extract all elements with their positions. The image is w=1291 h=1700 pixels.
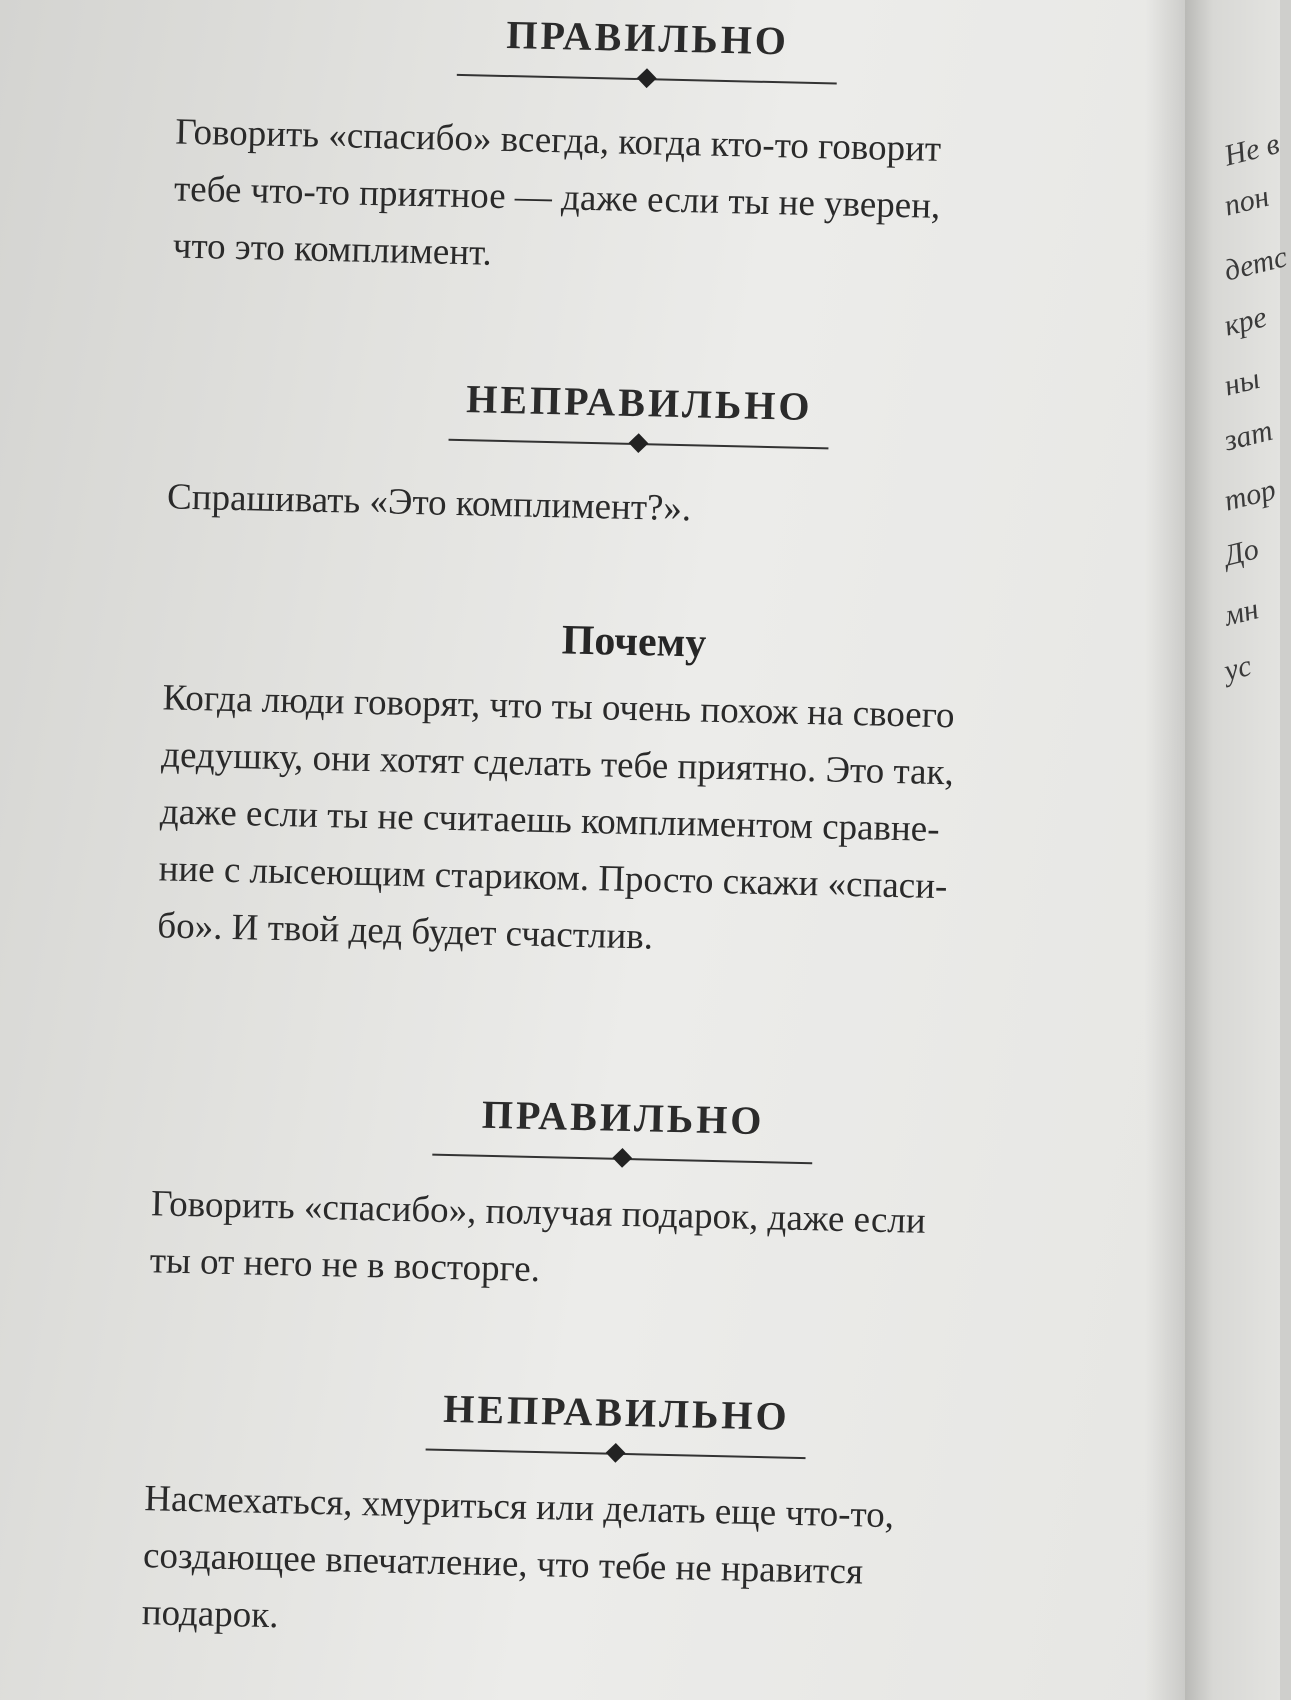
heading-ornament <box>457 64 837 95</box>
wrong-section-2 <box>141 1382 1087 1662</box>
page-content <box>141 8 1118 1637</box>
wrong-section-1 <box>167 372 1110 546</box>
diamond-icon <box>606 1443 626 1463</box>
next-page-fragment: зат <box>1220 413 1276 458</box>
correct-paragraph <box>172 104 1116 296</box>
heading-ornament <box>432 1144 812 1175</box>
next-page-fragment: детс <box>1220 240 1291 288</box>
text-line: создающее впечатление, что тебе не нравится <box>142 1535 864 1593</box>
text-line: тебе что-то приятное — даже если ты не уверен, <box>173 168 941 227</box>
text-line: бо». И твой дед будет счастлив. <box>156 905 654 958</box>
text-line: Говорить «спасибо», получая подарок, даже если <box>150 1183 927 1242</box>
next-page-fragment: До <box>1220 532 1262 573</box>
text-line: Когда люди говорят, что ты очень похож на своего <box>162 677 955 737</box>
correct-paragraph <box>149 1175 1091 1310</box>
why-heading: Почему <box>561 617 707 667</box>
text-line: что это комплимент. <box>172 225 493 274</box>
next-page-fragment: кре <box>1220 300 1270 343</box>
correct-heading: ПРАВИЛЬНО <box>505 12 790 64</box>
text-line: Говорить «спасибо» всегда, когда кто-то говорит <box>174 111 942 170</box>
wrong-paragraph <box>141 1470 1085 1662</box>
heading-ornament <box>425 1439 805 1470</box>
diamond-icon <box>629 433 649 453</box>
text-line: дедушку, они хотят сделать тебе приятно. Это так, <box>160 734 955 794</box>
next-page-fragment: Не в <box>1220 127 1283 173</box>
next-page-edge <box>1185 0 1291 1700</box>
text-line: ты от него не в восторге. <box>149 1240 541 1291</box>
text-line: Спрашивать «Это комплимент?». <box>166 476 692 530</box>
why-section <box>157 607 1105 975</box>
text-line: подарок. <box>141 1592 279 1637</box>
correct-section-1 <box>172 8 1118 296</box>
why-paragraph <box>157 669 1103 975</box>
wrong-heading: НЕПРАВИЛЬНО <box>465 376 814 430</box>
correct-section-2 <box>149 1087 1093 1310</box>
next-page-fragment: тор <box>1220 473 1280 518</box>
wrong-heading: НЕПРАВИЛЬНО <box>442 1385 791 1439</box>
next-page-fragment: пон <box>1220 179 1273 223</box>
heading-ornament <box>448 429 828 460</box>
text-line: даже если ты не считаешь комплиментом сравне- <box>159 791 941 851</box>
text-line: Насмехаться, хмуриться или делать еще что-то, <box>143 1478 895 1537</box>
correct-heading: ПРАВИЛЬНО <box>481 1091 765 1144</box>
wrong-paragraph <box>167 468 1108 546</box>
next-page-fragment: ус <box>1220 649 1255 688</box>
diamond-icon <box>612 1148 632 1168</box>
diamond-icon <box>637 68 657 88</box>
text-line: ние с лысеющим стариком. Просто скажи «спаси- <box>158 848 948 908</box>
next-page-fragment: мн <box>1220 592 1262 633</box>
next-page-fragment: ны <box>1220 361 1264 403</box>
